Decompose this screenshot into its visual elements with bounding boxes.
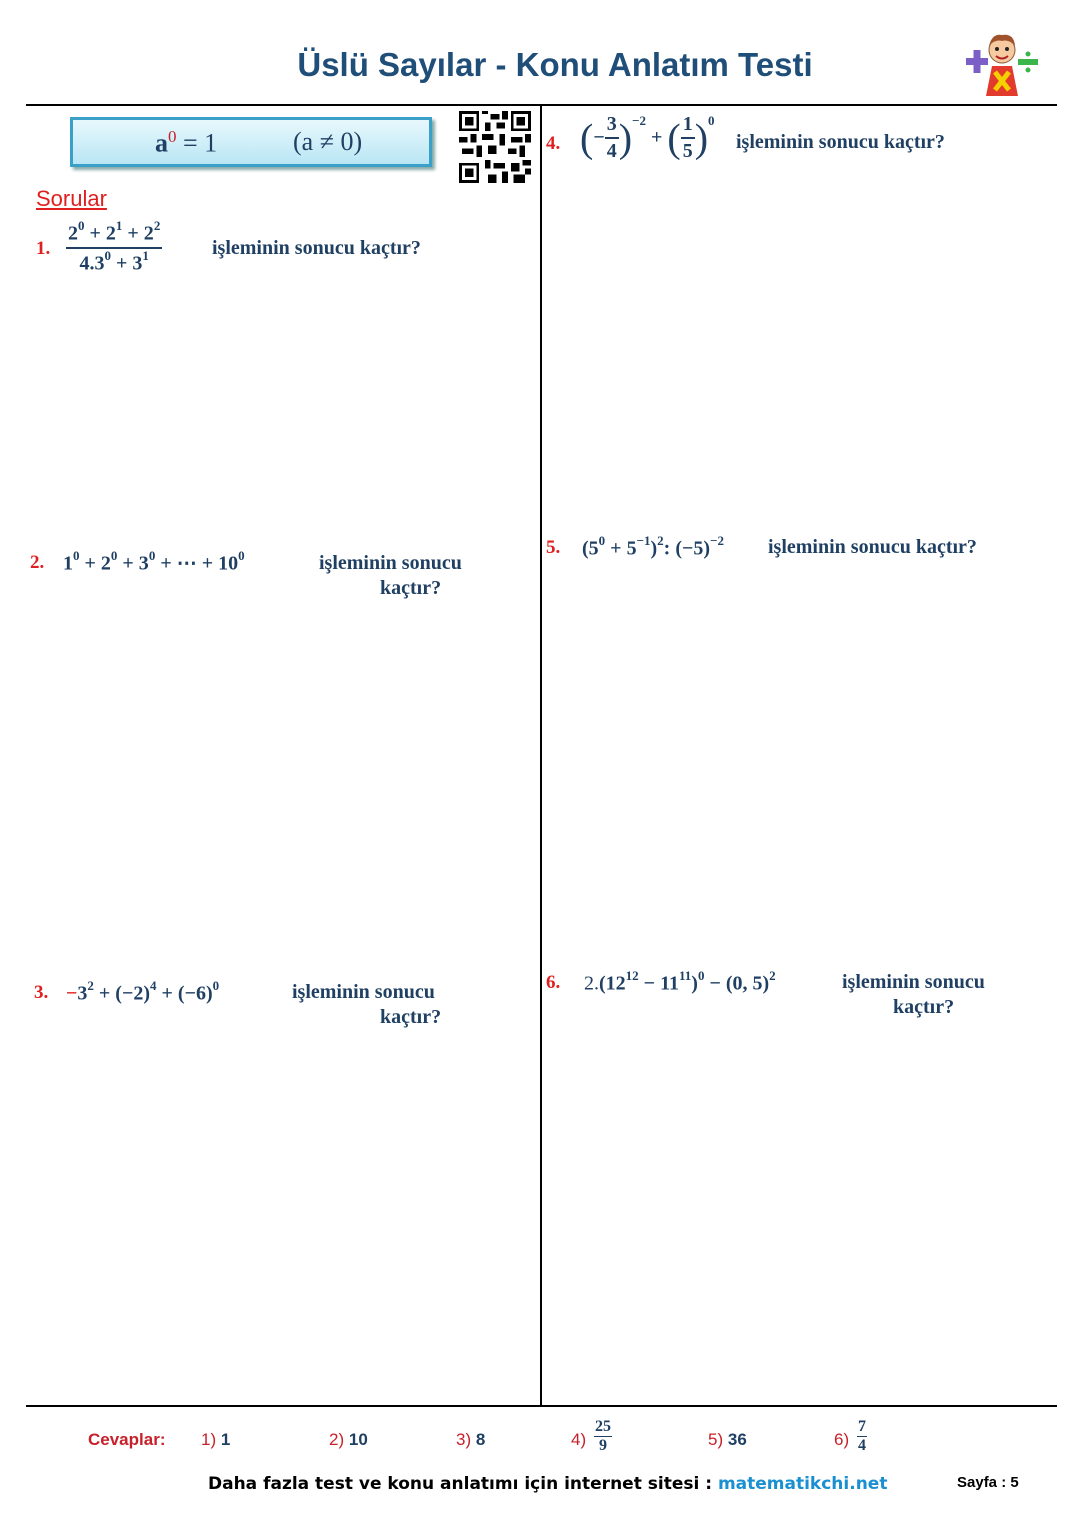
qr-code <box>457 111 533 183</box>
answer-5: 5) 36 <box>708 1430 747 1449</box>
question-2-text-line2: kaçtır? <box>380 577 442 599</box>
question-4-expression: (− $\frac{3}{4}$ )$^{-2}$ + ( $\frac{1}{5}$ )$^0$ <box>580 113 715 162</box>
website-link[interactable]: matematikchi.net <box>717 1474 888 1494</box>
question-number: 6. <box>546 972 561 993</box>
column-divider <box>540 105 542 1407</box>
question-number: 1. <box>36 238 51 259</box>
question-1-expression: $\frac{2^0 + 2^1 + 2^2}{4.3^0 + 3^1}$ <box>68 218 161 275</box>
question-3-text-line2: kaçtır? <box>380 1006 442 1028</box>
question-number: 3. <box>34 982 49 1003</box>
page-title: Üslü Sayılar - Konu Anlatım Testi <box>297 46 813 83</box>
question-number: 4. <box>546 133 561 154</box>
answer-4-fraction: 25 9 <box>595 1418 611 1454</box>
question-4-text: işleminin sonucu kaçtır? <box>736 131 945 153</box>
question-number: 5. <box>546 537 561 558</box>
question-1-text: işleminin sonucu kaçtır? <box>212 237 421 259</box>
answer-3: 3) 8 <box>456 1430 486 1449</box>
question-6-text-line1: işleminin sonucu <box>842 971 985 993</box>
answer-2: 2) 10 <box>329 1430 368 1449</box>
question-number: 2. <box>30 552 45 573</box>
answer-6-fraction: 7 4 <box>858 1418 866 1454</box>
zero-exponent-rule-box: $a^0 = 1$ (a ≠ 0) <box>70 117 432 167</box>
question-2-expression: $1^0 + 2^0 + 3^0$ + ⋯ + $10^0$ <box>63 548 245 575</box>
math-mascot-illustration <box>962 30 1042 98</box>
question-2-text-line1: işleminin sonucu <box>319 552 462 574</box>
question-6-text-line2: kaçtır? <box>893 996 955 1018</box>
page-number: Sayfa : 5 <box>957 1474 1019 1491</box>
answer-6-key: 6) <box>834 1430 850 1449</box>
footer-text: Daha fazla test ve konu anlatımı için internet sitesi : matematikchi.net <box>208 1474 888 1494</box>
question-3-text-line1: işleminin sonucu <box>292 981 435 1003</box>
question-3-expression: $-3^2 + (-2)^4 + (-6)^0$ <box>66 978 220 1005</box>
answers-label: Cevaplar: <box>88 1430 166 1449</box>
answer-4-key: 4) <box>571 1430 587 1449</box>
answer-1: 1) 1 <box>201 1430 231 1449</box>
question-5-expression: $(5^0 + 5^{-1})^2$: $(-5)^{-2}$ <box>582 533 724 560</box>
question-6-expression: $2.(12^{12} - 11^{11})^0 - (0$, 5)$^2$ <box>584 968 776 995</box>
section-title: Sorular <box>36 186 107 211</box>
question-5-text: işleminin sonucu kaçtır? <box>768 536 977 558</box>
